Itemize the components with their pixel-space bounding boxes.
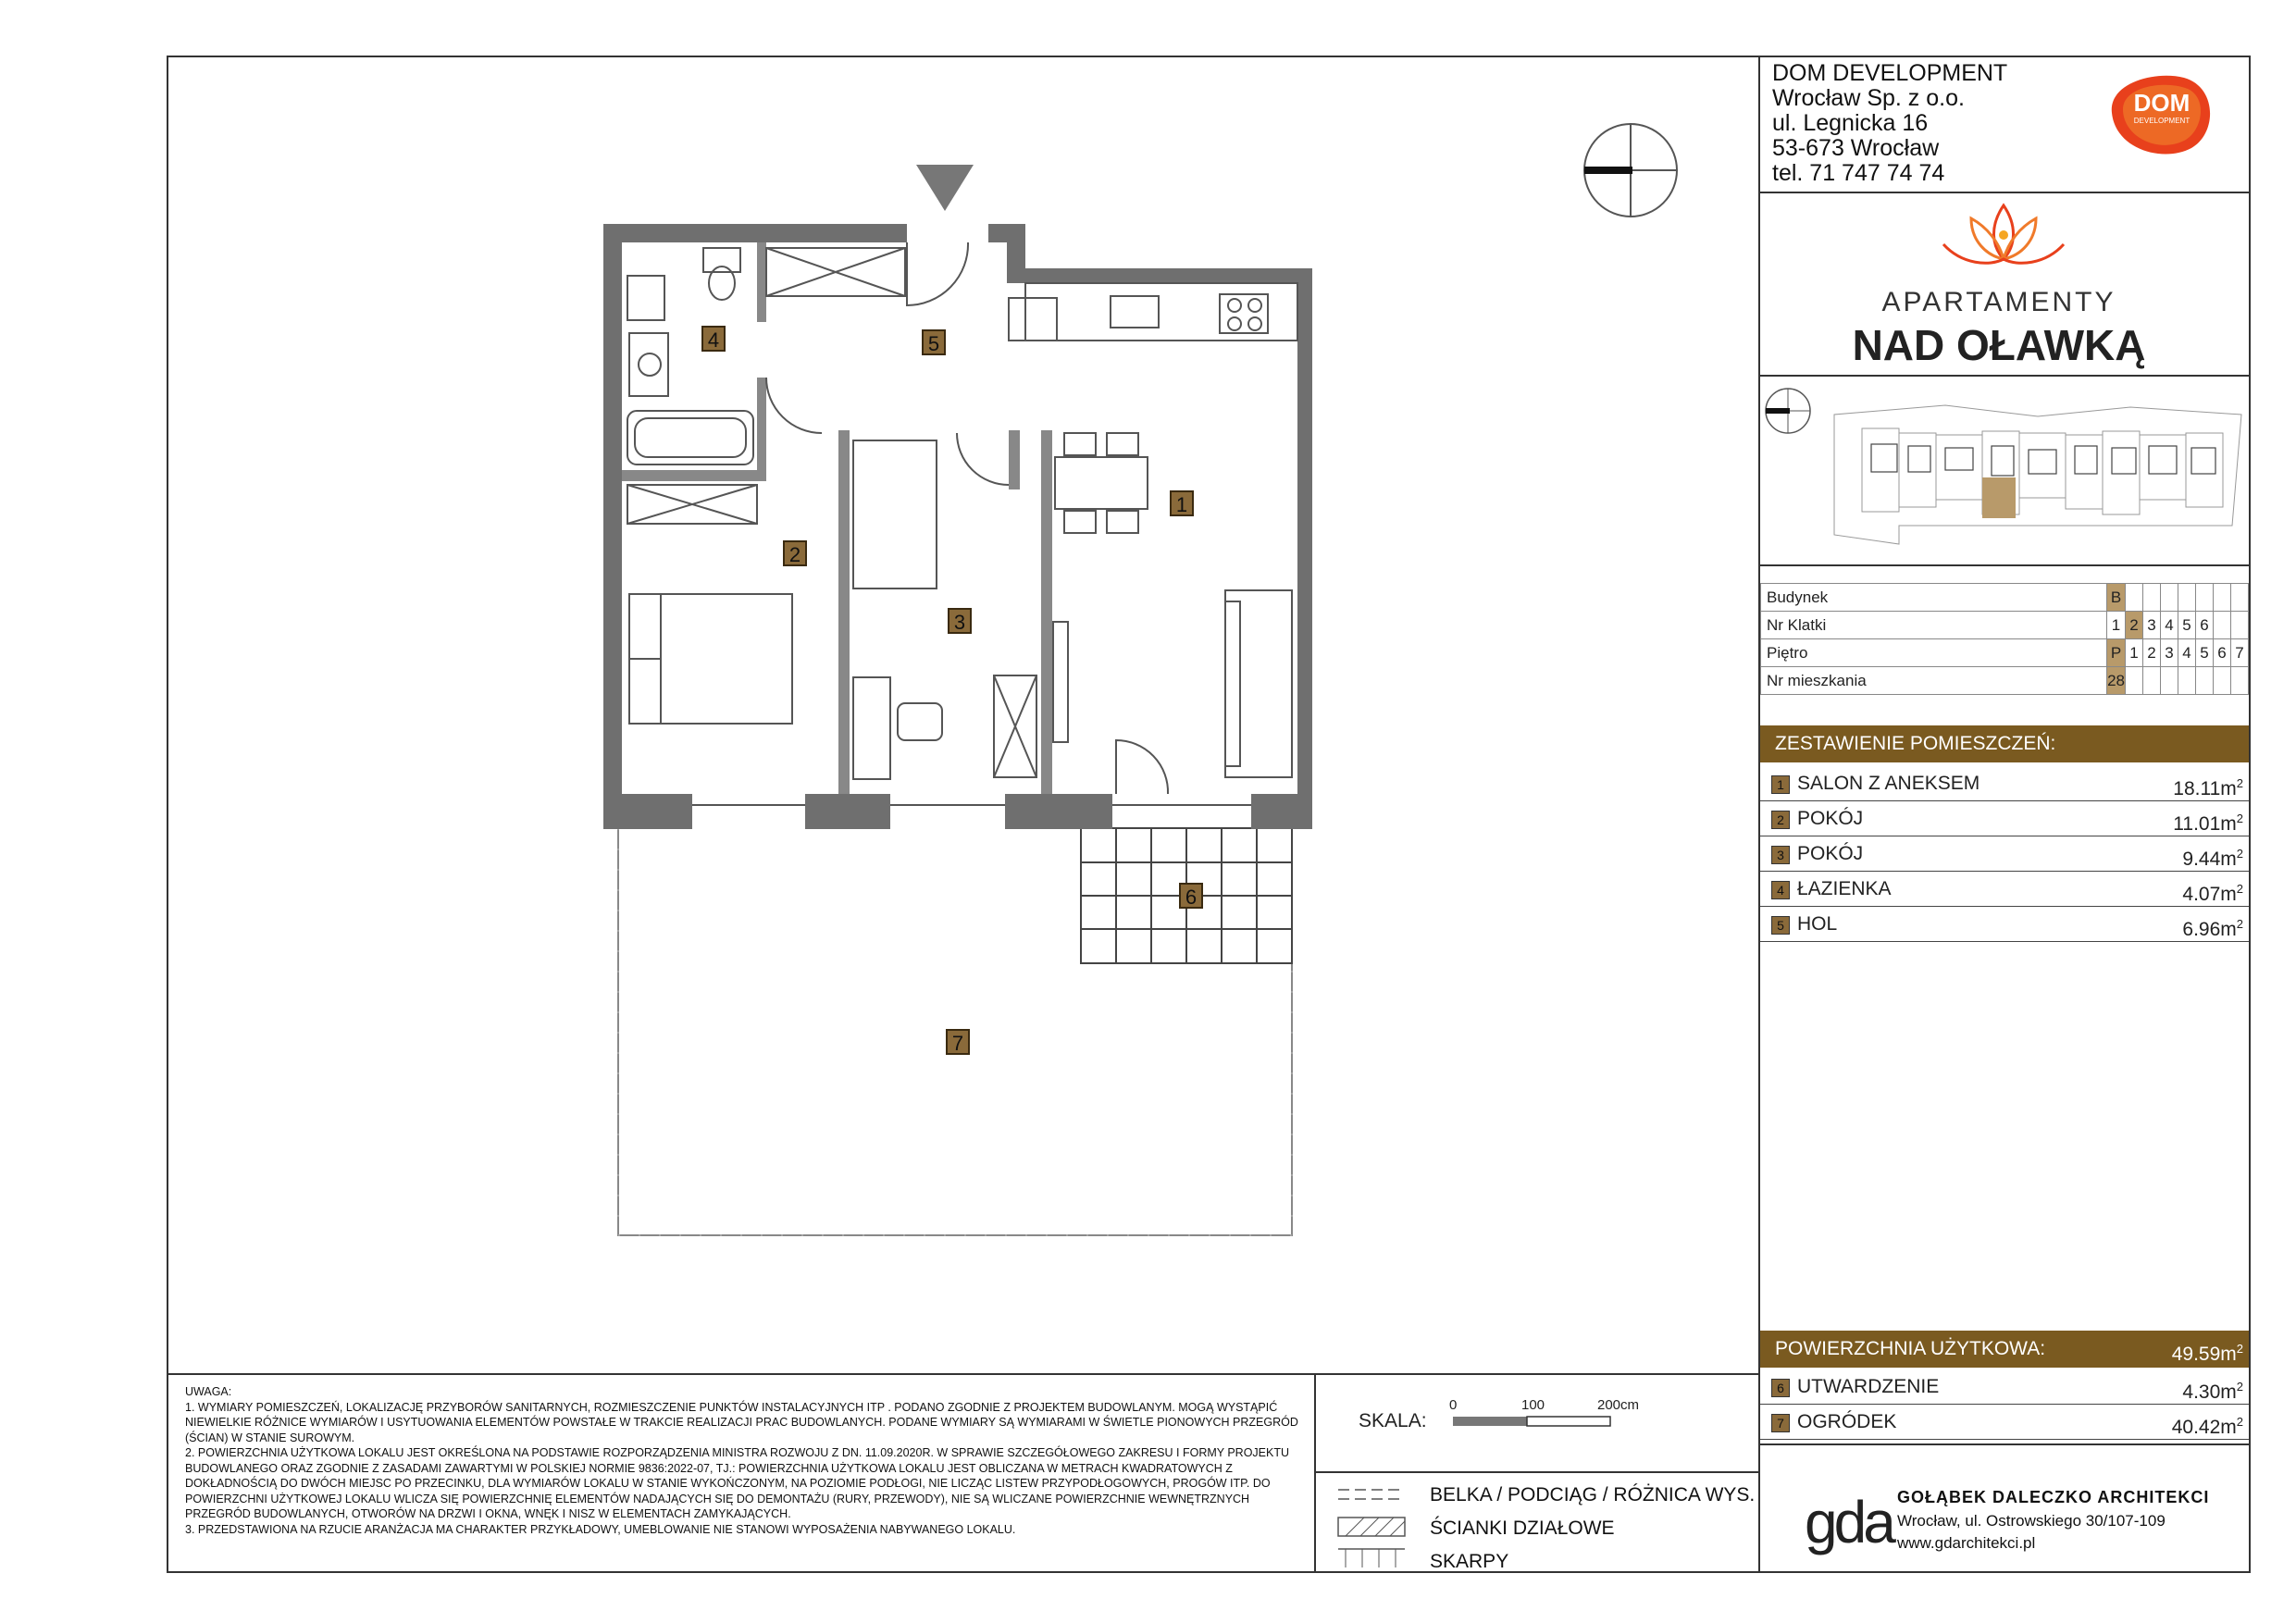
room-name: POKÓJ [1797,808,1864,829]
area-unit: 2 [2236,776,2243,790]
cell: 2 [2143,639,2161,667]
bottom-divider [167,1373,1758,1375]
key-plan [1760,378,2249,563]
rooms-heading: ZESTAWIENIE POMIESZCZEŃ: [1760,725,2249,762]
notes-heading: UWAGA: [185,1385,232,1398]
room-number: 6 [1771,1379,1790,1397]
cell: 4 [2178,639,2196,667]
table-row [1761,584,2249,612]
cell: 2 [2126,612,2143,639]
panel-hline [1758,564,2251,566]
plan-label-6: 6 [1179,883,1203,909]
cell: 4 [2161,612,2178,639]
legend-item: ŚCIANKI DZIAŁOWE [1430,1518,1615,1539]
cell: 7 [2231,639,2249,667]
panel-hline [1758,375,2251,377]
legend-item: SKARPY [1430,1551,1509,1572]
scale-label: SKALA: [1359,1410,1427,1431]
room-row [1760,907,2249,942]
room-area: 11.01m [2173,813,2237,835]
kitchen-units [1009,283,1297,341]
plan-label-7: 7 [946,1029,970,1055]
plan-label-3: 3 [948,608,972,634]
panel-hline [1758,192,2251,193]
note-item: 3. PRZEDSTAWIONA NA RZUCIE ARANŻACJA MA CHARAKTER PRZYKŁADOWY, UMEBLOWANIE NIE STANOWI WYPOSAŻENIA NABYWANEGO LOKALU. [185,1522,1016,1536]
room-row [1760,1369,2249,1405]
room-area: 6.96m [2182,919,2237,940]
outer-walls [603,224,1312,829]
sofa [1225,590,1292,777]
row-label: Nr Klatki [1761,612,2107,639]
total-area-value: 49.59m [2171,1344,2237,1365]
room-name: ŁAZIENKA [1797,878,1892,899]
notes-block [185,1384,1305,1537]
cell: 1 [2107,612,2126,639]
architect-name: GOŁĄBEK DALECZKO ARCHITEKCI [1897,1488,2210,1506]
scale-bar [1453,1416,1620,1429]
architect-web: www.gdarchitekci.pl [1897,1534,2036,1552]
scale-tick: 0 [1449,1397,1458,1413]
note-item: 1. WYMIARY POMIESZCZEŃ, LOKALIZACJĘ PRZYBORÓW SANITARNYCH, ROZMIESZCZENIE PUNKTÓW INSTALACYJNYCH ITP . PODANO ZGODNIE Z PROJEKTEM BUDOWLANYM. MOGĄ WYSTĄPIĆ NIEWIELKIE RÓŻNICE WYMIARÓW I USYTUOWANIA ELEMENTÓW POWSTAŁE W TRAKCIE REALIZACJI PRAC BUDOWLANYCH. PODANE WYMIARY SĄ WYMIARAMI W ŚWIETLE PIONOWYCH PRZEGRÓD (ŚCIAN) W STANIE SUROWYM. [185,1400,1298,1444]
bottom-divider [1758,1443,2251,1445]
cell: 3 [2143,612,2161,639]
room-number: 2 [1771,811,1790,829]
area-unit: 2 [2236,1415,2243,1429]
area-unit: 2 [2236,917,2243,931]
room-number: 7 [1771,1414,1790,1432]
key-plan-highlight [1982,477,2016,518]
plan-label-4: 4 [701,326,726,352]
cell: 5 [2178,612,2196,639]
room-row [1760,801,2249,836]
cell: P [2107,639,2126,667]
room-name: POKÓJ [1797,843,1864,864]
cell: 28 [2107,667,2126,695]
company-line: tel. 71 747 74 74 [1772,160,1945,186]
room-row [1760,836,2249,872]
room-area: 18.11m [2173,778,2237,799]
cell: 6 [2196,612,2214,639]
company-line: Wrocław Sp. z o.o. [1772,85,1965,111]
legend-symbols [1336,1481,1420,1569]
dining-table [1055,433,1148,533]
company-address [1772,61,2007,186]
bottom-divider [1314,1373,1316,1573]
north-arrow-icon [1584,124,1677,217]
room-name: UTWARDZENIE [1797,1376,1940,1397]
cell: 1 [2126,639,2143,667]
location-table [1760,583,2249,695]
row-label: Piętro [1761,639,2107,667]
architect-address: Wrocław, ul. Ostrowskiego 30/107-109 [1897,1512,2166,1530]
cell: 3 [2161,639,2178,667]
room-name: OGRÓDEK [1797,1411,1897,1432]
entrance-marker [916,165,974,211]
table-row [1761,639,2249,667]
room-row [1760,872,2249,907]
room-number: 4 [1771,881,1790,899]
company-line: 53-673 Wrocław [1772,135,1940,161]
plan-label-2: 2 [783,540,807,566]
dom-logo [2099,67,2219,159]
area-unit: 2 [2236,847,2243,861]
plan-label-1: 1 [1170,490,1194,516]
table-row [1761,667,2249,695]
project-name-line2: NAD OŁAWKĄ [1852,321,2146,369]
cell: 5 [2196,639,2214,667]
key-plan-north-icon [1766,389,1810,433]
scale-tick: 200cm [1597,1397,1640,1413]
plan-label-5: 5 [922,329,946,355]
room-area: 4.30m [2182,1381,2237,1403]
room-name: HOL [1797,913,1838,935]
room-area: 40.42m [2171,1417,2237,1438]
cell: B [2107,584,2126,612]
room-name: SALON Z ANEKSEM [1797,773,1980,794]
total-area-label: POWIERZCHNIA UŻYTKOWA: [1775,1338,2046,1359]
interior-walls [622,242,1052,794]
project-name-line1: APARTAMENTY [1881,287,2116,317]
area-unit: 2 [2236,1380,2243,1394]
total-area-bar [1760,1331,2249,1368]
architect-logo: gda [1805,1489,1893,1555]
company-line: ul. Legnicka 16 [1772,110,1929,136]
room-number: 1 [1771,775,1790,794]
room-number: 5 [1771,916,1790,935]
room-number: 3 [1771,846,1790,864]
room-row [1760,1405,2249,1440]
legend-item: BELKA / PODCIĄG / RÓŻNICA WYS. [1430,1484,1756,1505]
room-area: 4.07m [2182,884,2237,905]
area-unit: 2 [2236,1342,2243,1356]
cell: 6 [2214,639,2231,667]
note-item: 2. POWIERZCHNIA UŻYTKOWA LOKALU JEST OKREŚLONA NA PODSTAWIE ROZPORZĄDZENIA MINISTRA ROZWOJU Z DN. 11.09.2020R. W SPRAWIE SZCZEGÓŁOWEGO ZAKRESU I FORMY PROJEKTU BUDOWLANEGO ORAZ ZGODNIE Z ZASADAMI ZAWARTYMI W POLSKIEJ NORMIE 9836:2022-07, TJ.: POWIERZCHNIA UŻYTKOWA LOKALU JEST OBLICZANA W METRACH KWADRATOWYCH Z DOKŁADNOŚCIĄ DO DWÓCH MIEJSC PO PRZECINKU, DLA WYMIARÓW LOKALU W STANIE WYKOŃCZONYM, NA POZIOMIE PODŁOGI, NIE LICZĄC LISTEW PRZYPODŁOGOWYCH, PROGÓW ITP. DO POWIERZCHNI UŻYTKOWEJ LOKALU WLICZA SIĘ POWIERZCHNIĘ ELEMENTÓW NADAJĄCYCH SIĘ DO DEMONTAŻU (RURY, PRZEWODY), NIE SĄ WLICZANE POWIERZCHNIE WEWNĘTRZNYCH PRZEGRÓD BUDOWLANYCH, OTWORÓW NA DRZWI I OKNA, WNĘK I NISZ W ELEMENTACH ZAMYKAJĄCYCH. [185,1446,1290,1520]
room-area: 9.44m [2182,849,2237,870]
bed [629,594,792,724]
doors [692,242,1251,805]
table-row [1761,612,2249,639]
area-unit: 2 [2236,882,2243,896]
dom-logo-subtext: DEVELOPMENT [2133,117,2191,125]
company-line: DOM DEVELOPMENT [1772,60,2008,86]
lotus-logo-icon [1934,198,2073,277]
area-unit: 2 [2236,812,2243,825]
row-label: Budynek [1761,584,2107,612]
scale-tick: 100 [1521,1397,1545,1413]
row-label: Nr mieszkania [1761,667,2107,695]
room-row [1760,766,2249,801]
bathroom-fixtures [627,248,753,465]
bottom-divider [1314,1471,1758,1473]
dom-logo-text: DOM [2133,89,2191,117]
